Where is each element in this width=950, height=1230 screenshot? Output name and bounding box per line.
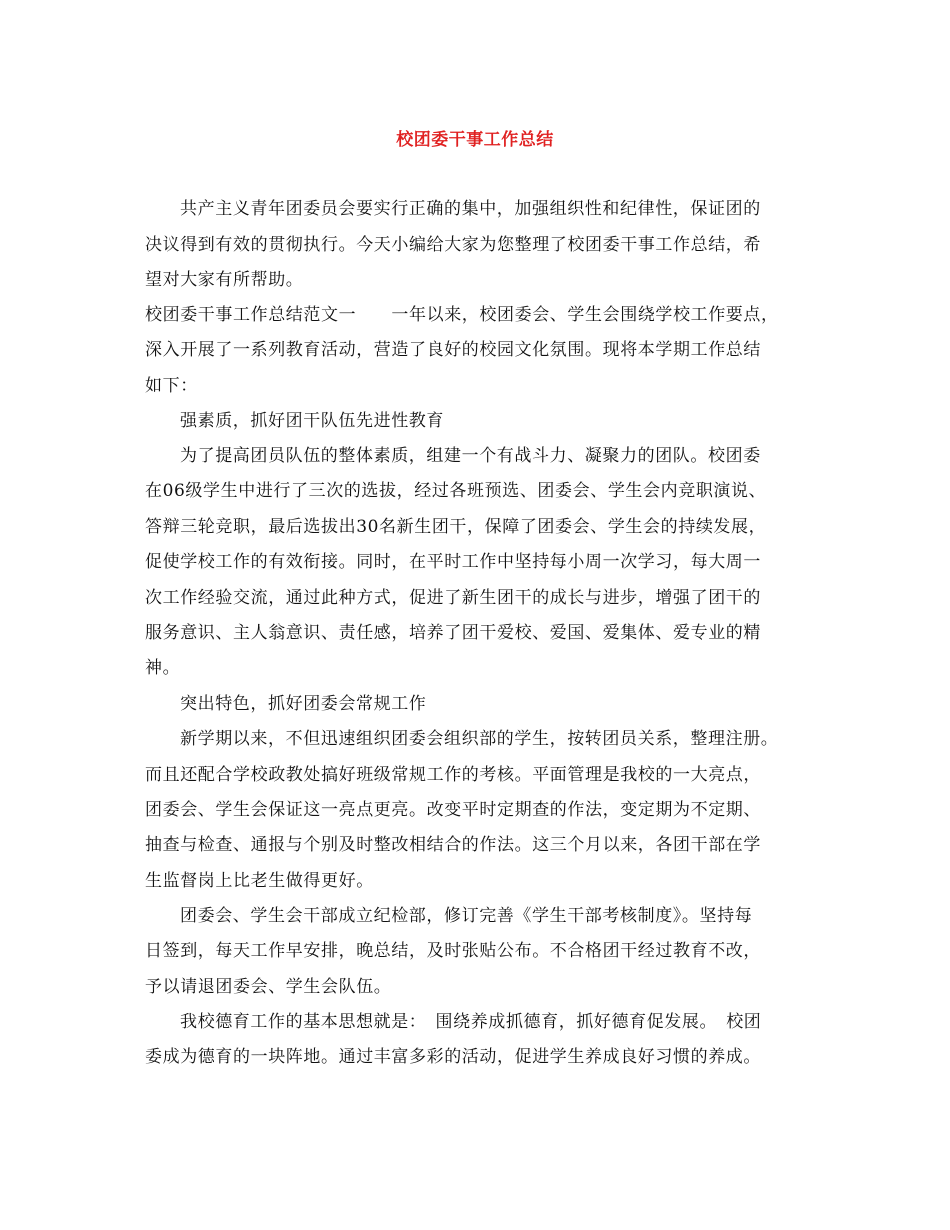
paragraph-line: 共产主义青年团委员会要实行正确的集中，加强组织性和纪律性，保证团的 (180, 199, 761, 219)
paragraph-line: 生监督岗上比老生做得更好。 (145, 871, 374, 891)
paragraph-line: 望对大家有所帮助。 (145, 270, 304, 290)
paragraph-line: 校团委干事工作总结范文一 一年以来，校团委会、学生会围绕学校工作要点， (145, 305, 779, 325)
section-heading: 突出特色，抓好团委会常规工作 (180, 694, 427, 714)
paragraph-line: 委成为德育的一块阵地。通过丰富多彩的活动，促进学生养成良好习惯的养成。 (145, 1047, 761, 1067)
paragraph-line: 而且还配合学校政教处搞好班级常规工作的考核。平面管理是我校的一大亮点， (145, 765, 761, 785)
paragraph-line: 为了提高团员队伍的整体素质，组建一个有战斗力、凝聚力的团队。校团委 (180, 446, 761, 466)
paragraph-line: 神。 (145, 658, 181, 678)
paragraph-line: 次工作经验交流，通过此种方式，促进了新生团干的成长与进步，增强了团干的 (145, 588, 761, 608)
paragraph-line: 如下： (145, 376, 198, 396)
document-title: 校团委干事工作总结 (396, 130, 554, 150)
paragraph-line: 团委会、学生会保证这一亮点更亮。改变平时定期查的作法，变定期为不定期、 (145, 800, 761, 820)
section-heading: 强素质，抓好团干队伍先进性教育 (180, 411, 444, 431)
paragraph-line: 团委会、学生会干部成立纪检部，修订完善《学生干部考核制度》。坚持每 (180, 906, 753, 926)
paragraph-line: 予以请退团委会、学生会队伍。 (145, 977, 392, 997)
paragraph-line: 促使学校工作的有效衔接。同时，在平时工作中坚持每小周一次学习，每大周一 (145, 552, 761, 572)
paragraph-line: 决议得到有效的贯彻执行。今天小编给大家为您整理了校团委干事工作总结，希 (145, 235, 761, 255)
paragraph-line: 我校德育工作的基本思想就是： 围绕养成抓德育，抓好德育促发展。 校团 (180, 1012, 762, 1032)
paragraph-line: 新学期以来，不但迅速组织团委会组织部的学生，按转团员关系，整理注册。 (180, 729, 779, 749)
paragraph-line: 在06级学生中进行了三次的选拔，经过各班预选、团委会、学生会内竞职演说、 (145, 481, 767, 501)
paragraph-line: 服务意识、主人翁意识、责任感，培养了团干爱校、爱国、爱集体、爱专业的精 (145, 623, 761, 643)
paragraph-line: 答辩三轮竞职，最后选拔出30名新生团干，保障了团委会、学生会的持续发展， (145, 517, 767, 537)
paragraph-line: 抽查与检查、通报与个别及时整改相结合的作法。这三个月以来，各团干部在学 (145, 835, 761, 855)
paragraph-line: 深入开展了一系列教育活动，营造了良好的校园文化氛围。现将本学期工作总结 (145, 340, 761, 360)
paragraph-line: 日签到，每天工作早安排，晚总结，及时张贴公布。不合格团干经过教育不改， (145, 941, 761, 961)
